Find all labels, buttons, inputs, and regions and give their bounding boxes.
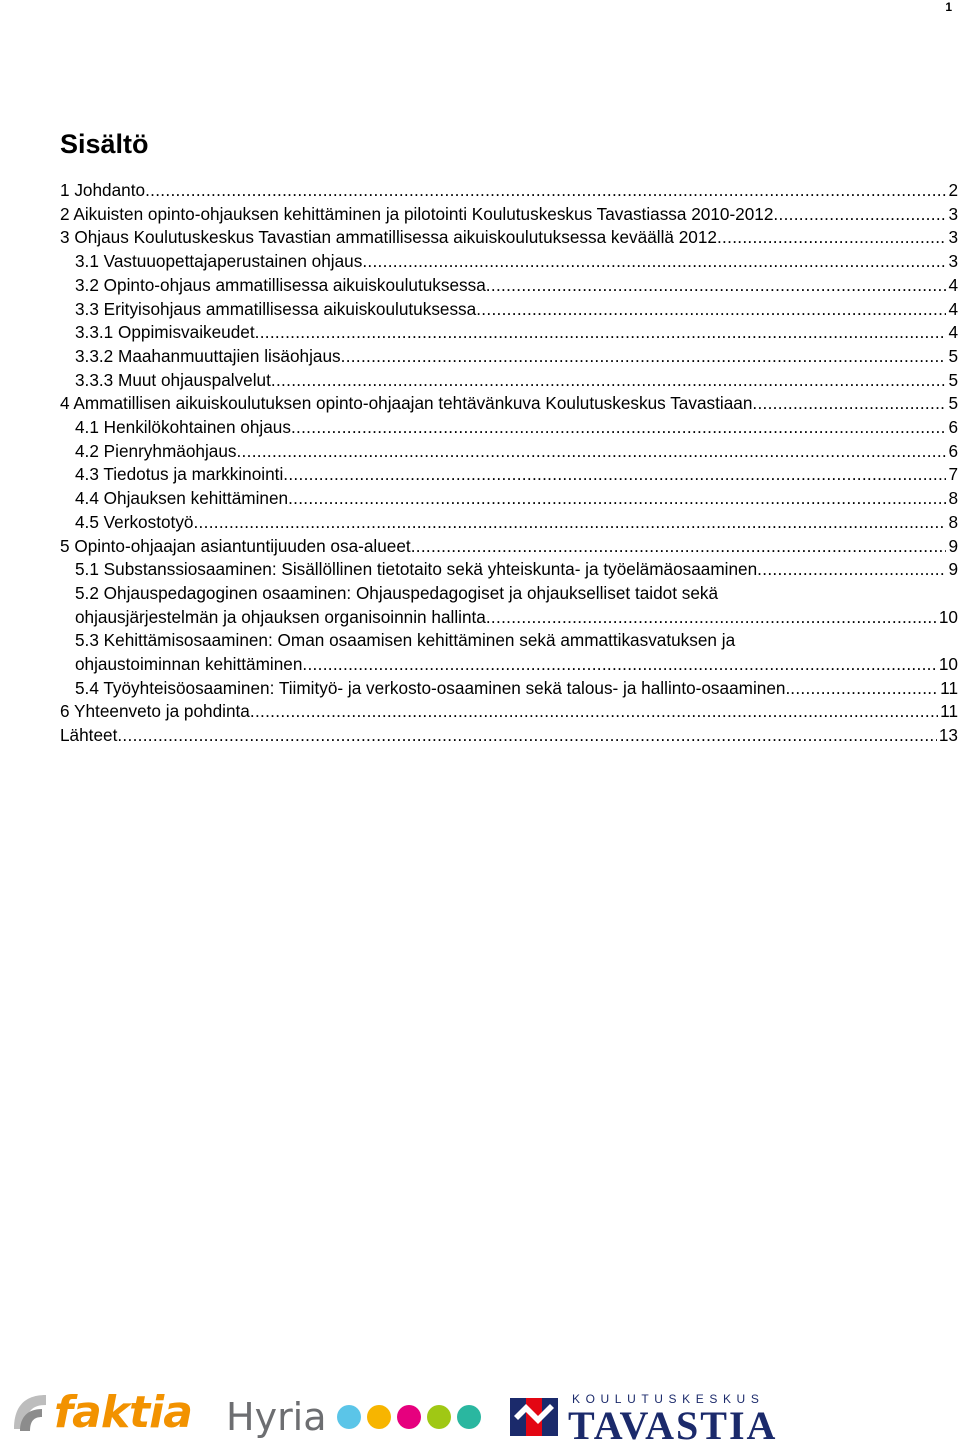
toc-page-number: 8: [948, 511, 958, 532]
toc-entry[interactable]: [60, 416, 958, 440]
toc-page-number: 4: [948, 322, 958, 343]
toc-page-number: 6: [948, 417, 958, 438]
toc-entry-label: 4.2 Pienryhmäohjaus: [75, 440, 237, 461]
toc-page-number: 5: [948, 369, 958, 390]
hyria-logo: [226, 1394, 487, 1440]
toc-page-number: 9: [948, 559, 958, 580]
toc-title: Sisältö: [60, 129, 149, 159]
toc-entry[interactable]: [60, 226, 958, 250]
toc-entry-label: 3.2 Opinto-ohjaus ammatillisessa aikuiskoulutuksessa: [75, 274, 486, 295]
toc-dot-leader: [773, 203, 946, 227]
toc-entry-label: 4.4 Ohjauksen kehittäminen: [75, 488, 289, 509]
toc-dot-leader: [193, 511, 946, 535]
toc-page-number: 2: [948, 180, 958, 200]
toc-entry-label: 5.3 Kehittämisosaaminen: Oman osaamisen kehittäminen sekä ammattikasvatuksen ja: [75, 630, 736, 651]
hyria-dot: [337, 1405, 361, 1429]
hyria-dot: [427, 1405, 451, 1429]
toc-dot-leader: [752, 392, 946, 416]
toc-page-number: 5: [948, 393, 958, 414]
tavastia-wordmark: TAVASTIA: [568, 1403, 778, 1448]
toc-dot-leader: [283, 463, 946, 487]
toc-dot-leader: [288, 487, 946, 511]
toc-entry-label: 3.3.2 Maahanmuuttajien lisäohjaus: [75, 345, 341, 366]
toc-page-number: 3: [948, 203, 958, 224]
toc-page-number: 3: [948, 251, 958, 272]
toc-page-number: 10: [938, 606, 958, 627]
hyria-dot: [367, 1405, 391, 1429]
toc-entry-label: Lähteet: [60, 725, 118, 746]
toc-page-number: 10: [938, 654, 958, 675]
toc-entry[interactable]: [60, 629, 958, 676]
toc-entry-label: 2 Aikuisten opinto-ohjauksen kehittäminen ja pilotointi Koulutuskeskus Tavastiassa 2010-2012: [60, 203, 774, 224]
toc-entry-label: 5.4 Työyhteisöosaaminen: Tiimityö- ja verkosto-osaaminen sekä talous- ja hallinto-osaaminen.: [75, 677, 791, 698]
toc-entry[interactable]: [60, 298, 958, 322]
hyria-dot: [457, 1405, 481, 1429]
toc-page-number: 11: [940, 677, 958, 698]
toc-entry[interactable]: [60, 511, 958, 535]
toc-entry[interactable]: [60, 345, 958, 369]
toc-entry[interactable]: [60, 321, 958, 345]
toc-dot-leader: [411, 535, 947, 559]
toc-entry[interactable]: [60, 677, 958, 701]
toc-page-number: 8: [948, 488, 958, 509]
toc-entry-label: 4 Ammatillisen aikuiskoulutuksen opinto-ohjaajan tehtävänkuva Koulutuskeskus Tavastiaan: [60, 393, 753, 414]
toc-entry[interactable]: [60, 487, 958, 511]
toc-entry-label: 4.3 Tiedotus ja markkinointi: [75, 464, 284, 485]
toc-entry[interactable]: [60, 440, 958, 464]
toc-entry-continuation: [75, 606, 958, 630]
toc-dot-leader: [476, 298, 946, 322]
toc-entry-label: 5.2 Ohjauspedagoginen osaaminen: Ohjauspedagogiset ja ohjaukselliset taidot sekä: [75, 582, 719, 603]
toc-page-number: 4: [948, 298, 958, 319]
toc-entry-label: 5.1 Substanssiosaaminen: Sisällöllinen tietotaito sekä yhteiskunta- ja työelämäosaaminen: [75, 559, 758, 580]
toc-dot-leader: [717, 226, 946, 250]
toc-page-number: 4: [948, 274, 958, 295]
toc-entry[interactable]: [60, 700, 958, 724]
toc-entry[interactable]: [60, 535, 958, 559]
toc-entry[interactable]: [60, 558, 958, 582]
toc-dot-leader: [486, 606, 937, 630]
toc-entry[interactable]: [60, 274, 958, 298]
toc-dot-leader: [362, 250, 946, 274]
toc-dot-leader: [790, 677, 938, 701]
toc-dot-leader: [117, 724, 937, 748]
toc-dot-leader: [486, 274, 947, 298]
toc-entry[interactable]: [60, 724, 958, 748]
toc-entry-label-continued: ohjausjärjestelmän ja ohjauksen organisoinnin hallinta: [75, 606, 486, 627]
toc-page-number: 5: [948, 345, 958, 366]
toc-entry[interactable]: [60, 392, 958, 416]
toc-entry[interactable]: [60, 463, 958, 487]
toc-entry-label: 4.5 Verkostotyö: [75, 511, 194, 532]
toc-dot-leader: [250, 700, 938, 724]
toc-entry[interactable]: [60, 369, 958, 393]
hyria-wordmark: Hyria: [226, 1395, 327, 1439]
tavastia-emblem-icon: [510, 1394, 562, 1440]
toc-page-number: 3: [948, 227, 958, 248]
page-number: 1: [945, 0, 952, 14]
toc-dot-leader: [255, 321, 947, 345]
toc-dot-leader: [291, 416, 946, 440]
toc-entry-label: 6 Yhteenveto ja pohdinta: [60, 701, 250, 722]
toc-entry[interactable]: [60, 203, 958, 227]
toc-entry[interactable]: [60, 582, 958, 629]
toc-dot-leader: [271, 369, 947, 393]
footer-logos: [0, 1380, 960, 1448]
toc-entry-label: 3.3 Erityisohjaus ammatillisessa aikuiskoulutuksessa: [75, 298, 477, 319]
toc-page-number: 13: [938, 725, 958, 746]
toc-entry-label: 3.3.3 Muut ohjauspalvelut: [75, 369, 271, 390]
toc-entry-label: 3.3.1 Oppimisvaikeudet: [75, 322, 255, 343]
toc-entry[interactable]: [60, 250, 958, 274]
faktia-wordmark: faktia: [54, 1386, 192, 1438]
faktia-emblem-icon: [6, 1389, 52, 1435]
toc-entry-continuation: [75, 653, 958, 677]
toc-entry-label: 5 Opinto-ohjaajan asiantuntijuuden osa-alueet: [60, 535, 411, 556]
faktia-logo: [6, 1386, 192, 1438]
hyria-dot: [397, 1405, 421, 1429]
toc-page-number: 9: [948, 535, 958, 556]
toc-entry-label-continued: ohjaustoiminnan kehittäminen: [75, 654, 303, 675]
toc-dot-leader: [757, 558, 946, 582]
toc-page-number: 11: [940, 701, 958, 722]
tavastia-subtitle: KOULUTUSKESKUS: [572, 1392, 765, 1406]
table-of-contents: [60, 179, 958, 748]
toc-entry-label: 1 Johdanto: [60, 180, 146, 200]
toc-dot-leader: [236, 440, 946, 464]
toc-entry[interactable]: [60, 179, 958, 203]
toc-dot-leader: [145, 179, 946, 203]
toc-dot-leader: [341, 345, 947, 369]
toc-entry-label: 3.1 Vastuuopettajaperustainen ohjaus: [75, 251, 363, 272]
toc-entry-label: 4.1 Henkilökohtainen ohjaus: [75, 417, 291, 438]
toc-page-number: 6: [948, 440, 958, 461]
toc-entry-label: 3 Ohjaus Koulutuskeskus Tavastian ammatillisessa aikuiskoulutuksessa keväällä 2012: [60, 227, 717, 248]
toc-page-number: 7: [948, 464, 958, 485]
toc-dot-leader: [302, 653, 936, 677]
